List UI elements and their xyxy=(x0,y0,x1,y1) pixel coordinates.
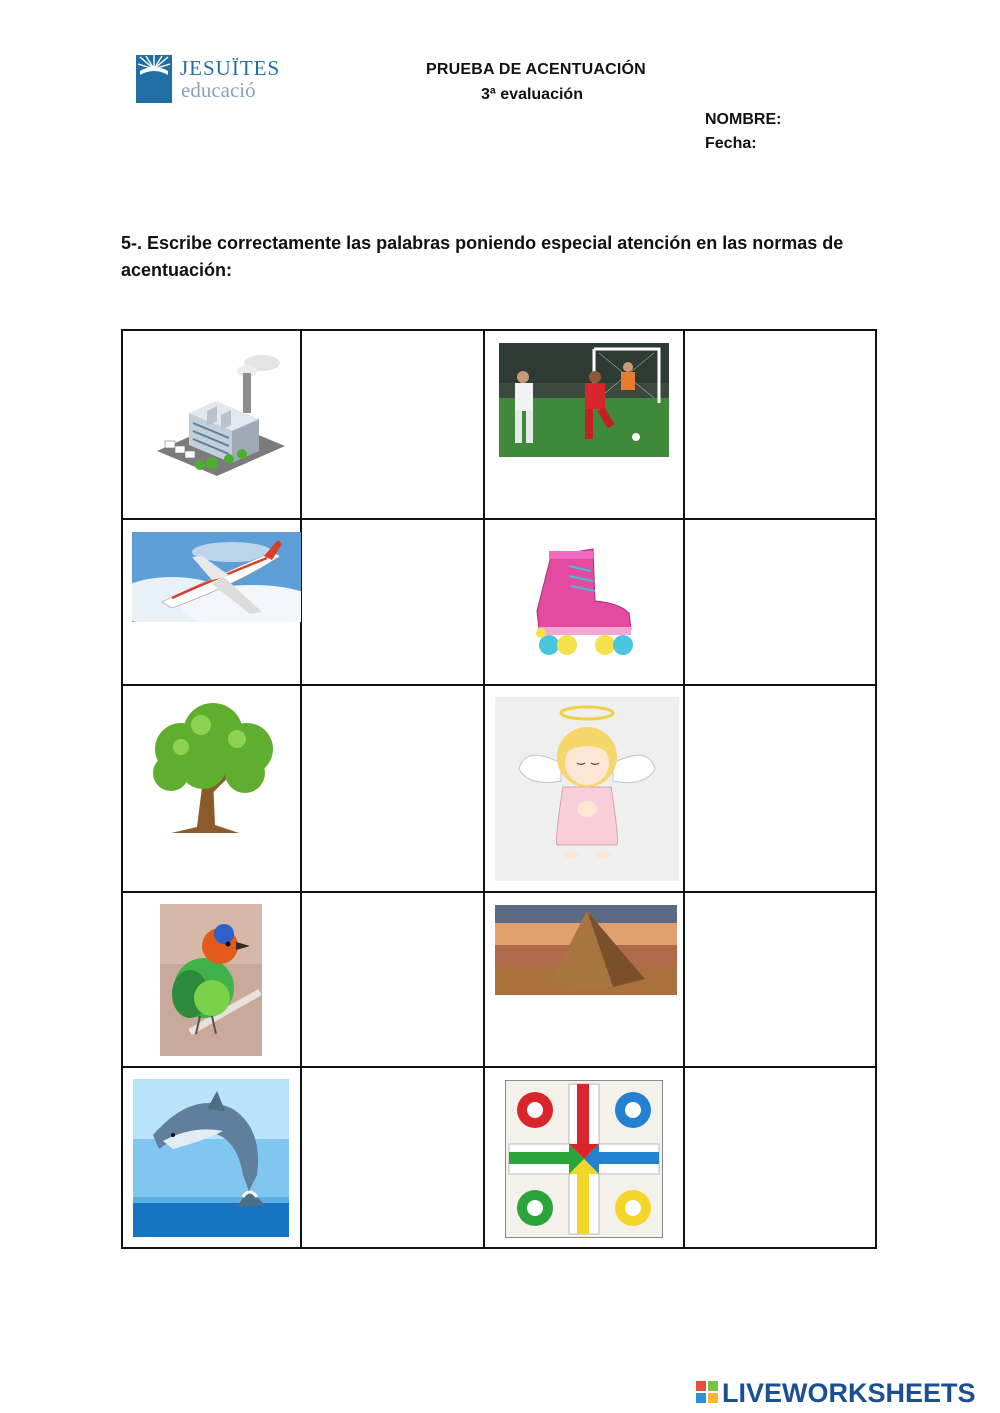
answer-cell-row4-left[interactable] xyxy=(303,894,482,1066)
jesuites-sunburst-icon xyxy=(136,55,172,103)
table-border xyxy=(875,329,877,1249)
football-players-picture xyxy=(499,343,669,457)
table-divider xyxy=(300,329,302,1249)
answer-cell-row5-right[interactable] xyxy=(686,1069,874,1247)
page-title: PRUEBA DE ACENTUACIÓN xyxy=(426,61,646,78)
pyramid-picture xyxy=(495,905,677,995)
answer-cell-row1-left[interactable] xyxy=(303,331,482,518)
table-divider xyxy=(483,329,485,1249)
table-divider xyxy=(121,1066,877,1068)
angel-picture xyxy=(495,697,679,881)
answer-cell-row2-right[interactable] xyxy=(686,521,874,684)
logo-brand-text: JESUÏTES xyxy=(180,56,281,80)
table-border xyxy=(121,1247,877,1249)
table-divider xyxy=(121,891,877,893)
airplane-picture xyxy=(132,532,301,622)
roller-skate-picture xyxy=(509,541,659,661)
answer-cell-row1-right[interactable] xyxy=(686,331,874,518)
factory-picture xyxy=(137,351,287,481)
parchis-board-picture xyxy=(505,1080,663,1238)
table-divider xyxy=(683,329,685,1249)
exercise-instruction: 5-. Escribe correctamente las palabras poniendo especial atención en las normas de acentuación: xyxy=(121,233,844,280)
answer-cell-row3-left[interactable] xyxy=(303,687,482,891)
answer-cell-row2-left[interactable] xyxy=(303,521,482,684)
jesuites-logo xyxy=(136,55,281,107)
exercise-table xyxy=(121,329,877,1249)
page-subtitle: 3ª evaluación xyxy=(481,86,583,103)
liveworksheets-grid-icon xyxy=(696,1381,718,1403)
table-border xyxy=(121,329,123,1249)
date-label: Fecha: xyxy=(705,135,757,152)
tree-picture xyxy=(141,699,281,839)
dolphin-picture xyxy=(133,1079,289,1237)
bird-picture xyxy=(160,904,262,1056)
answer-cell-row5-left[interactable] xyxy=(303,1069,482,1247)
logo-subtitle-text: educació xyxy=(181,78,256,102)
answer-cell-row3-right[interactable] xyxy=(686,687,874,891)
name-label: NOMBRE: xyxy=(705,111,782,128)
table-divider xyxy=(121,684,877,686)
answer-cell-row4-right[interactable] xyxy=(686,894,874,1066)
liveworksheets-brand-text: LIVEWORKSHEETS xyxy=(722,1378,976,1408)
table-divider xyxy=(121,518,877,520)
